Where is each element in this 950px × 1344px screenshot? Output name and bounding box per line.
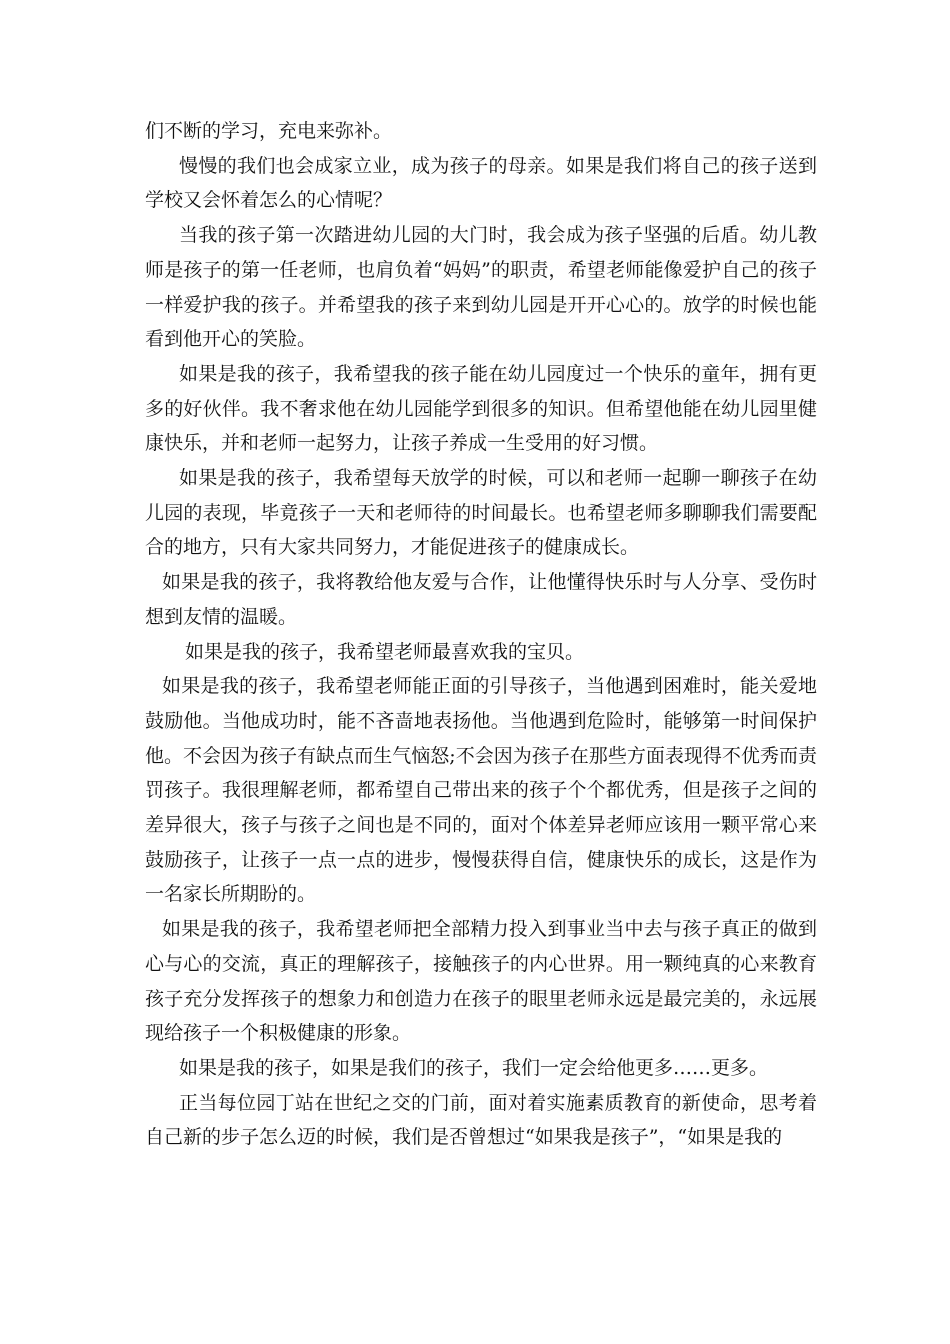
- paragraph: 如果是我的孩子，我希望老师最喜欢我的宝贝。: [185, 640, 585, 663]
- paragraph: 如果是我的孩子，我希望老师把全部精力投入到事业当中去与孩子真正的做到心与心的交流，真正的理解孩子，接触孩子的内心世界。用一颗纯真的心来教育孩子充分发挥孩子的想象力和创造力在孩子的眼里老师永远是最完美的，永远展现给孩子一个积极健康的形象。: [145, 918, 817, 1045]
- paragraph: 慢慢的我们也会成家立业，成为孩子的母亲。如果是我们将自己的孩子送到学校又会怀着怎么的心情呢？: [145, 154, 817, 212]
- document-body: [145, 114, 817, 1155]
- paragraph: 如果是我的孩子，我希望我的孩子能在幼儿园度过一个快乐的童年，拥有更多的好伙伴。我不奢求他在幼儿园能学到很多的知识。但希望他能在幼儿园里健康快乐，并和老师一起努力，让孩子养成一生受用的好习惯。: [145, 362, 817, 455]
- paragraph: 如果是我的孩子，我希望老师能正面的引导孩子，当他遇到困难时，能关爱地鼓励他。当他成功时，能不吝啬地表扬他。当他遇到危险时，能够第一时间保护他。不会因为孩子有缺点而生气恼怒;不会因为孩子在那些方面表现得不优秀而责罚孩子。我很理解老师，都希望自己带出来的孩子个个都优秀，但是孩子之间的差异很大，孩子与孩子之间也是不同的，面对个体差异老师应该用一颗平常心来鼓励孩子，让孩子一点一点的进步，慢慢获得自信，健康快乐的成长，这是作为一名家长所期盼的。: [145, 675, 817, 906]
- paragraph: 当我的孩子第一次踏进幼儿园的大门时，我会成为孩子坚强的后盾。幼儿教师是孩子的第一任老师，也肩负着“妈妈”的职责，希望老师能像爱护自己的孩子一样爱护我的孩子。并希望我的孩子来到幼儿园是开开心心的。放学的时候也能看到他开心的笑脸。: [145, 224, 817, 351]
- paragraph: 如果是我的孩子，我将教给他友爱与合作，让他懂得快乐时与人分享、受伤时想到友情的温暖。: [145, 571, 817, 628]
- paragraph: 们不断的学习，充电来弥补。: [145, 120, 393, 142]
- paragraph: 如果是我的孩子，如果是我们的孩子，我们一定会给他更多……更多。: [179, 1056, 769, 1079]
- paragraph: 如果是我的孩子，我希望每天放学的时候，可以和老师一起聊一聊孩子在幼儿园的表现，毕竟孩子一天和老师待的时间最长。也希望老师多聊聊我们需要配合的地方，只有大家共同努力，才能促进孩子的健康成长。: [145, 467, 817, 559]
- paragraph: 正当每位园丁站在世纪之交的门前，面对着实施素质教育的新使命，思考着自己新的步子怎么迈的时候，我们是否曾想过“如果我是孩子”，“如果是我的: [145, 1091, 817, 1149]
